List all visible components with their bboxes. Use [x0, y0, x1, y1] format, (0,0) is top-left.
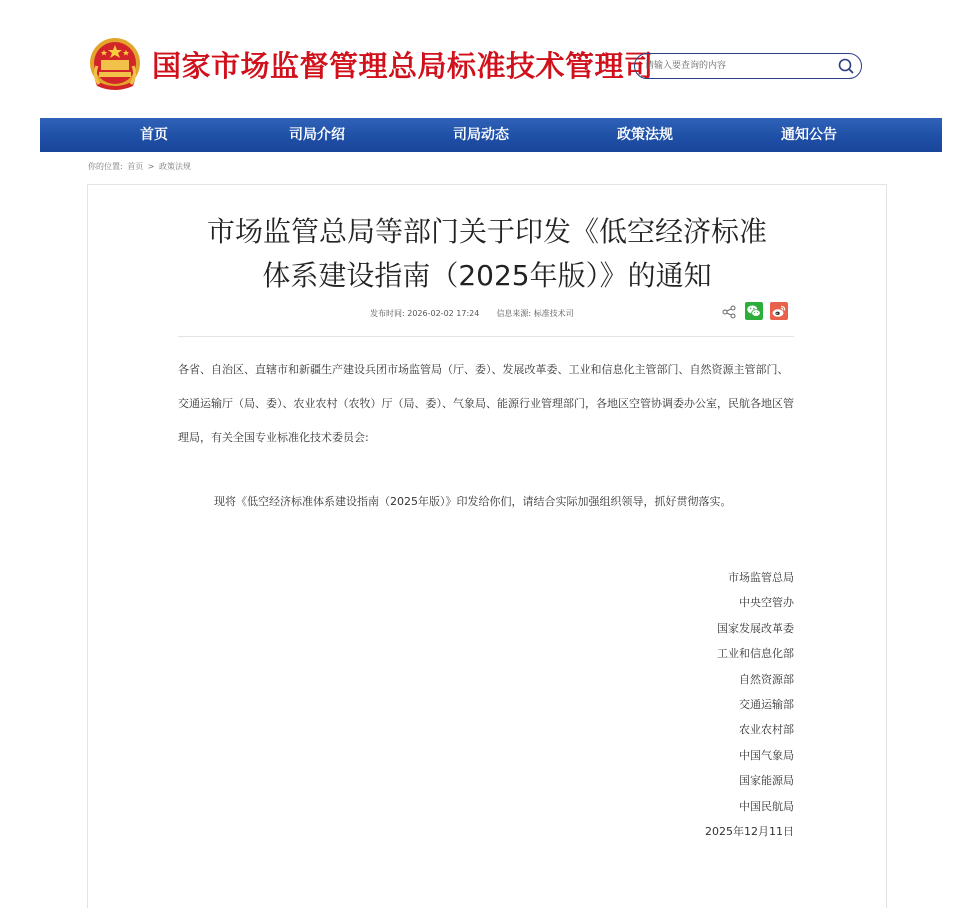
weibo-icon[interactable] [770, 302, 788, 320]
publish-time: 2026-02-02 17:24 [407, 309, 480, 318]
signatory: 中央空管办 [739, 596, 794, 610]
search-icon[interactable] [837, 57, 855, 75]
meta-divider [178, 336, 794, 337]
breadcrumb-prefix: 你的位置: [88, 162, 123, 171]
article-body [178, 487, 798, 517]
publish-label: 发布时间: [370, 309, 405, 318]
search-input[interactable] [645, 57, 825, 75]
breadcrumb-home-link[interactable]: 首页 [127, 162, 144, 171]
signatory: 中国气象局 [739, 748, 794, 762]
signing-date: 2025年12月11日 [705, 825, 794, 839]
source-value: 标准技术司 [533, 309, 574, 318]
signatory: 农业农村部 [739, 723, 794, 737]
main-nav [40, 118, 942, 152]
article-title-line-1: 市场监管总局等部门关于印发《低空经济标准 [206, 215, 767, 248]
nav-item-notices[interactable]: 通知公告 [781, 127, 837, 143]
nav-item-news[interactable]: 司局动态 [453, 127, 509, 143]
article-title [0, 210, 960, 298]
signatory: 国家发展改革委 [717, 621, 794, 635]
breadcrumb-current-link[interactable]: 政策法规 [159, 162, 192, 171]
signatory: 交通运输部 [739, 698, 794, 712]
article-salutation: 各省、自治区、直辖市和新疆生产建设兵团市场监管局（厅、委）、发展改革委、工业和信息化主管部门、自然资源主管部门、交通运输厅（局、委）、农业农村（农牧）厅（局、委）、气象局、能源行业管理部门，各地区空管协调委办公室，民航各地区管理局，有关全国专业标准化技术委员会: [178, 363, 794, 444]
site-header [0, 0, 960, 118]
wechat-icon[interactable] [745, 302, 763, 320]
national-emblem-icon[interactable] [87, 36, 143, 92]
share-icon[interactable] [722, 305, 736, 319]
signatory: 国家能源局 [739, 774, 794, 788]
nav-item-policy[interactable]: 政策法规 [617, 127, 673, 143]
article-meta [370, 308, 574, 319]
breadcrumb-separator: > [147, 162, 155, 171]
article-body-text: 现将《低空经济标准体系建设指南（2025年版）》印发给你们，请结合实际加强组织领导，抓好贯彻落实。 [214, 495, 732, 508]
nav-item-about[interactable]: 司局介绍 [289, 127, 345, 143]
signatories [600, 565, 794, 844]
nav-item-home[interactable]: 首页 [140, 127, 168, 143]
search-box [634, 53, 862, 79]
signatory: 市场监管总局 [728, 571, 794, 584]
signatory: 自然资源部 [739, 672, 794, 686]
source-label: 信息来源: [496, 309, 532, 318]
article-title-line-2: 体系建设指南（2025年版）》的通知 [262, 259, 712, 292]
site-title[interactable]: 国家市场监督管理总局标准技术管理司 [152, 49, 654, 83]
breadcrumb [88, 161, 193, 172]
signatory: 中国民航局 [739, 799, 794, 813]
signatory: 工业和信息化部 [717, 647, 794, 661]
